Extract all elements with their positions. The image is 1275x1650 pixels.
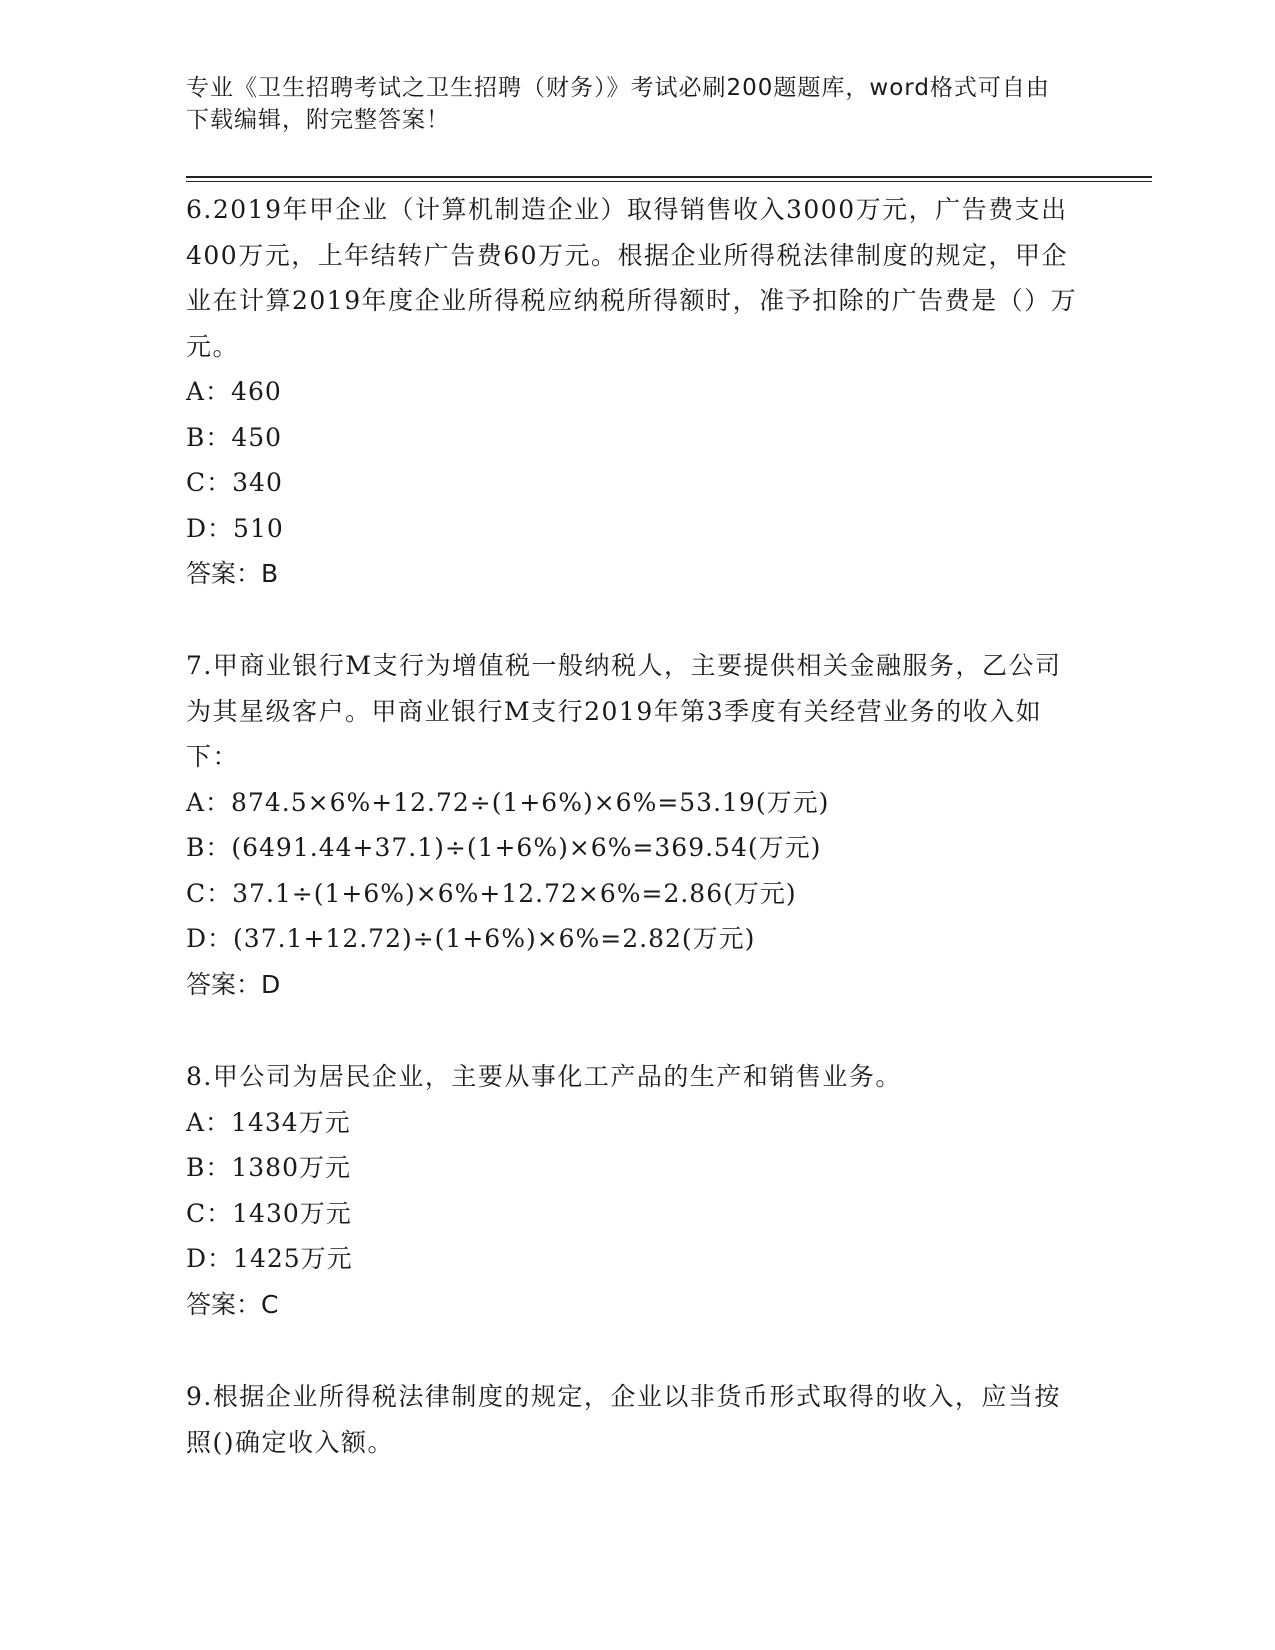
answer: 答案：B [186, 559, 279, 588]
option-a: A：874.5×6%+12.72÷(1+6%)×6%=53.19(万元) [186, 787, 830, 817]
option-b: B：1380万元 [186, 1153, 351, 1182]
question-stem: 8.甲公司为居民企业，主要从事化工产品的生产和销售业务。 [186, 1062, 902, 1091]
header-divider-thin [186, 181, 1152, 182]
option-a: A：1434万元 [186, 1107, 351, 1137]
option-d: D：1425万元 [186, 1244, 353, 1273]
answer: 答案：D [186, 969, 281, 999]
header-divider-thick [186, 176, 1152, 178]
question-stem: 9.根据企业所得税法律制度的规定，企业以非货币形式取得的收入，应当按照()确定收入额。 [186, 1382, 1061, 1457]
option-c: C：1430万元 [186, 1198, 352, 1228]
option-d: D：510 [186, 513, 284, 543]
question-7 [186, 643, 1086, 1007]
question-stem: 6.2019年甲企业（计算机制造企业）取得销售收入3000万元，广告费支出400万元，上年结转广告费60万元。根据企业所得税法律制度的规定，甲企业在计算2019年度企业所得税应纳税所得额时，准予扣除的广告费是（）万元。 [186, 195, 1078, 361]
document-header: 专业《卫生招聘考试之卫生招聘（财务）》考试必刷200题题库，word格式可自由下载编辑，附完整答案！ [186, 75, 1050, 133]
option-b: B：(6491.44+37.1)÷(1+6%)×6%=369.54(万元) [186, 833, 822, 862]
option-d: D：(37.1+12.72)÷(1+6%)×6%=2.82(万元) [186, 924, 756, 953]
option-b: B：450 [186, 422, 283, 452]
option-c: C：340 [186, 468, 283, 497]
option-a: A：460 [186, 377, 282, 406]
option-c: C：37.1÷(1+6%)×6%+12.72×6%=2.86(万元) [186, 878, 797, 908]
question-6 [186, 187, 1086, 597]
answer: 答案：C [186, 1289, 279, 1319]
question-stem: 7.甲商业银行M支行为增值税一般纳税人，主要提供相关金融服务，乙公司为其星级客户。甲商业银行M支行2019年第3季度有关经营业务的收入如下： [186, 651, 1062, 771]
question-9 [186, 1374, 1086, 1465]
question-8 [186, 1054, 1086, 1327]
